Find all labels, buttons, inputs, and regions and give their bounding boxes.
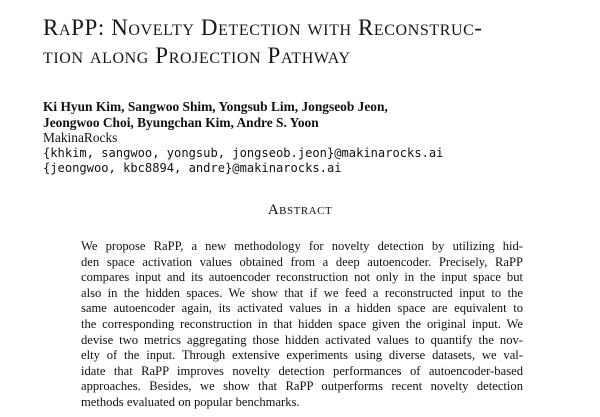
affiliation: MakinaRocks [43, 130, 118, 145]
abstract-line: also in the hidden spaces. We show that if we feed a reconstructed input to the [81, 285, 523, 300]
title-line-1: RaPP: Novelty Detection with Reconstruc- [43, 15, 483, 40]
author-names-line-1: Ki Hyun Kim, Sangwoo Shim, Yongsub Lim, Jongseob Jeon, [43, 99, 388, 114]
abstract-line: approaches. Besides, we show that RaPP outperforms recent novelty detection [81, 379, 523, 394]
abstract-line: den space activation values obtained from a deep autoencoder. Precisely, RaPP [81, 254, 523, 269]
abstract-line: methods evaluated on popular benchmarks. [81, 394, 300, 409]
abstract-line: the corresponding reconstruction in that hidden space given the original input. We [81, 316, 523, 331]
abstract-body [81, 239, 523, 411]
paper-title [43, 14, 563, 70]
abstract-line: We propose RaPP, a new methodology for novelty detection by utilizing hid- [81, 239, 523, 253]
email-line-1: {khkim, sangwoo, yongsub, jongseob.jeon}@makinarocks.ai [43, 145, 444, 160]
abstract-line: same autoencoder again, its activated values in a hidden space are equivalent to [81, 301, 523, 316]
author-block [43, 99, 543, 177]
abstract-line: idate that RaPP improves novelty detection performances of autoencoder-based [81, 363, 523, 378]
abstract-line: compares input and its autoencoder reconstruction not only in the input space but [81, 270, 523, 285]
email-line-2: {jeongwoo, kbc8894, andre}@makinarocks.ai [43, 161, 342, 175]
title-line-2: tion along Projection Pathway [43, 43, 351, 68]
abstract-line: devise two metrics aggregating those hidden activated values to quantify the nov- [81, 332, 523, 347]
author-names-line-2: Jeongwoo Choi, Byungchan Kim, Andre S. Yoon [43, 114, 319, 130]
abstract-line: elty of the input. Through extensive experiments using diverse datasets, we val- [81, 348, 523, 363]
abstract-heading: Abstract [267, 202, 333, 218]
